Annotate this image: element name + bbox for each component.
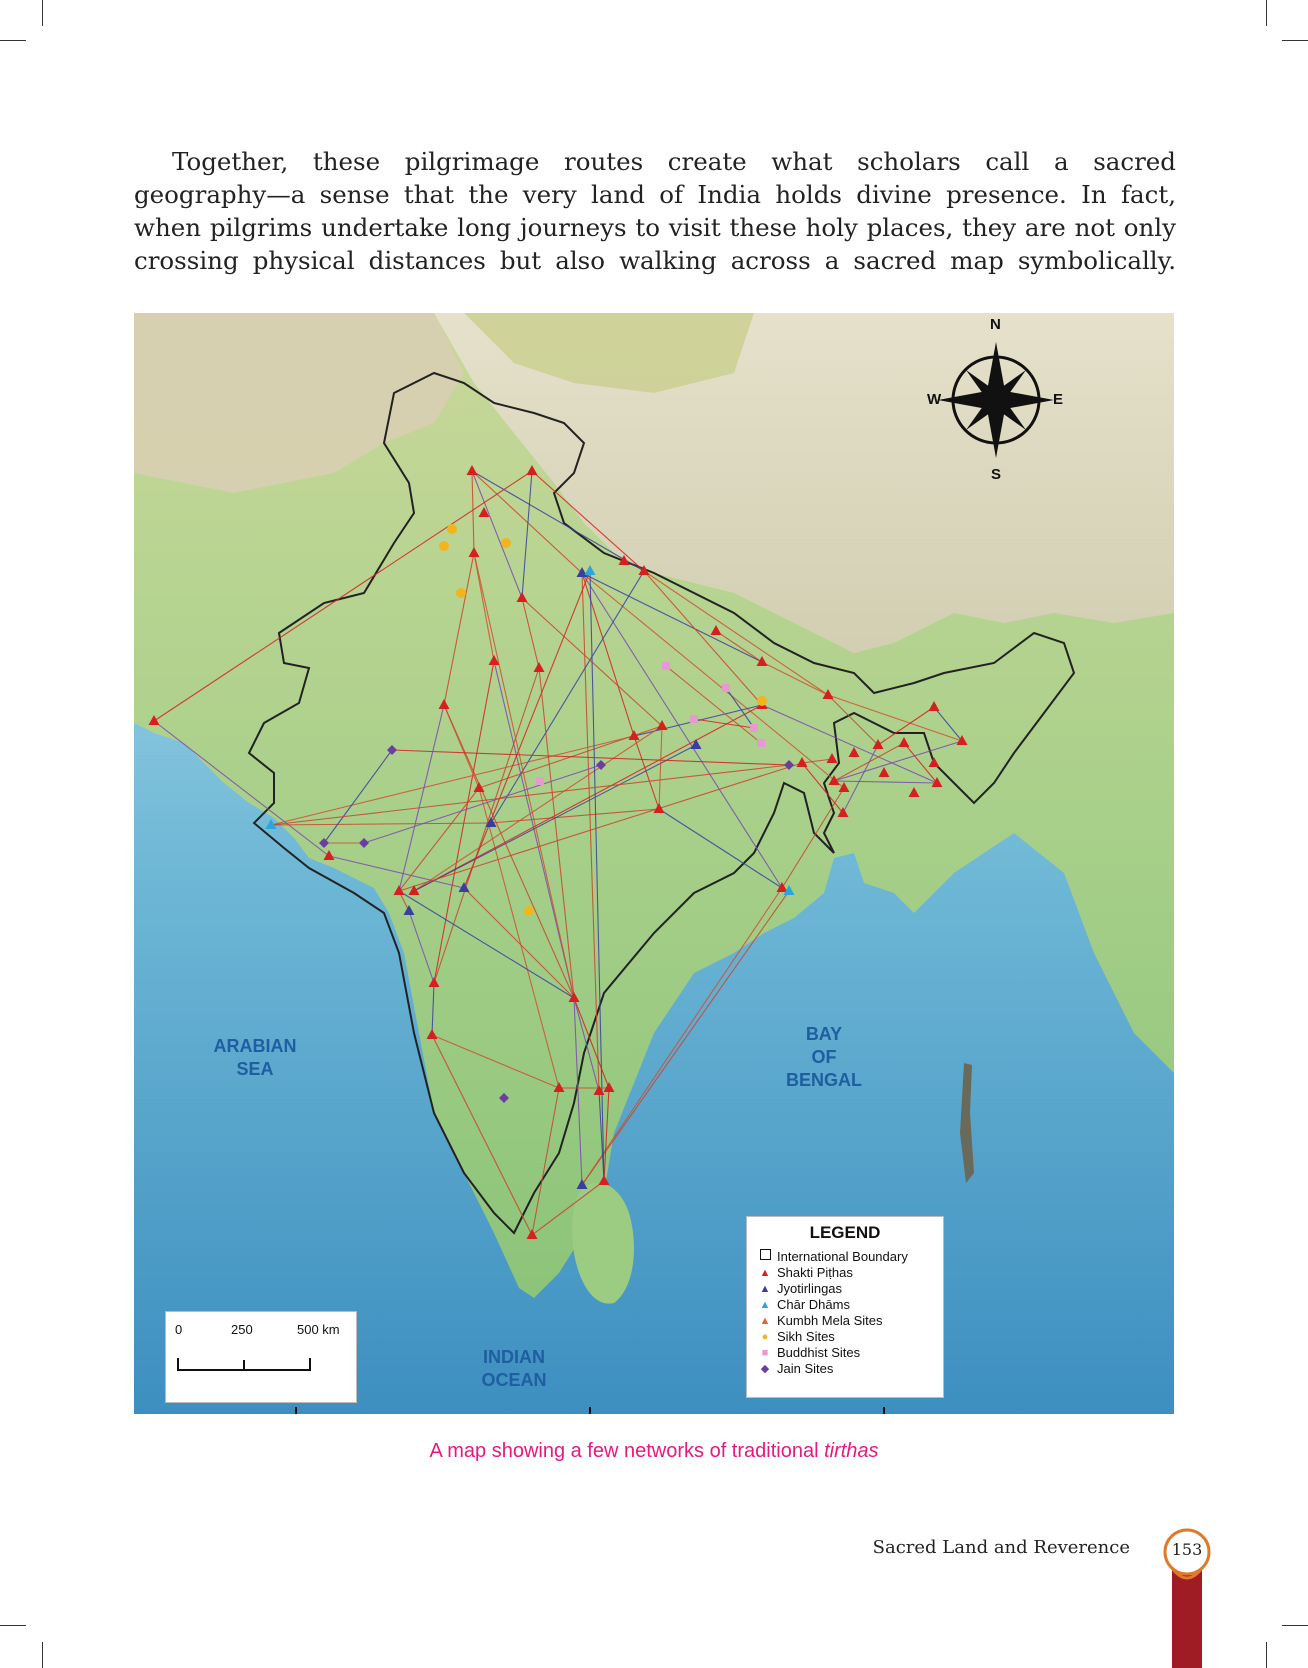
legend-item	[747, 1281, 943, 1297]
figure-caption	[0, 1440, 1308, 1463]
crop-mark	[1282, 1625, 1308, 1626]
buddhist-site-marker	[690, 715, 698, 723]
crop-mark	[0, 1625, 26, 1626]
legend-label: Jyotirlingas	[777, 1281, 843, 1296]
compass-west-label: W	[927, 391, 942, 408]
sea-label-line: BENGAL	[786, 1070, 862, 1090]
sikh-site-marker	[439, 541, 449, 551]
legend-label: International Boundary	[777, 1249, 908, 1264]
legend-title: LEGEND	[809, 1223, 881, 1242]
sikh-site-marker	[447, 524, 457, 534]
sea-label-line: SEA	[236, 1059, 274, 1079]
triangle-marker-icon: ▲	[759, 1315, 771, 1327]
crop-mark	[1282, 40, 1308, 41]
scale-bar	[165, 1311, 357, 1403]
crop-mark	[1266, 1642, 1267, 1668]
legend-label: Shakti Piṭhas	[777, 1265, 853, 1280]
crop-mark	[1266, 0, 1267, 26]
paragraph-line: Together, these pilgrimage routes create what scholars call a sacred	[172, 147, 1176, 176]
caption-italic: tirthas	[824, 1440, 879, 1462]
sikh-site-marker	[501, 538, 511, 548]
crop-mark	[0, 40, 26, 41]
diamond-marker-icon: ◆	[760, 1363, 770, 1375]
paragraph-line: crossing physical distances but also walking across a sacred map symbolically.	[134, 246, 1176, 275]
buddhist-site-marker	[662, 662, 670, 670]
bay-of-bengal-label	[774, 1023, 874, 1092]
sea-label-line: OCEAN	[481, 1370, 547, 1390]
sea-label-line: OF	[811, 1047, 837, 1067]
crop-mark	[42, 1642, 43, 1668]
square-marker-icon: ■	[761, 1347, 769, 1359]
scale-tick-250: 250	[231, 1322, 253, 1337]
legend-item	[747, 1249, 943, 1265]
circle-marker-icon: ●	[761, 1331, 769, 1343]
page-number: 153	[1171, 1540, 1203, 1559]
sea-label-line: BAY	[805, 1024, 843, 1044]
sikh-site-marker	[524, 906, 534, 916]
caption-text: A map showing a few networks of traditional	[429, 1440, 825, 1462]
scale-tick-500: 500 km	[297, 1322, 340, 1337]
paragraph-line: geography—a sense that the very land of India holds divine presence. In fact,	[134, 180, 1176, 209]
indian-ocean-label	[464, 1346, 564, 1392]
legend-item	[747, 1361, 943, 1377]
legend-item	[747, 1329, 943, 1345]
map-legend	[746, 1216, 944, 1398]
legend-label: Buddhist Sites	[777, 1345, 861, 1360]
body-paragraph	[134, 145, 1176, 277]
scale-bar-ruler	[166, 1312, 356, 1402]
sikh-site-marker	[757, 696, 767, 706]
arabian-sea-label	[200, 1035, 310, 1081]
triangle-marker-icon: ▲	[759, 1283, 771, 1295]
buddhist-site-marker	[757, 739, 765, 747]
legend-label: Sikh Sites	[777, 1329, 835, 1344]
paragraph-line: when pilgrims undertake long journeys to visit these holy places, they are not only	[134, 213, 1176, 242]
legend-label: Jain Sites	[777, 1361, 834, 1376]
sea-label-line: INDIAN	[483, 1347, 545, 1367]
tirthas-network-map	[134, 313, 1174, 1414]
crop-mark	[42, 0, 43, 26]
legend-item	[747, 1345, 943, 1361]
triangle-marker-icon: ▲	[759, 1267, 771, 1279]
buddhist-site-marker	[722, 684, 730, 692]
buddhist-site-marker	[750, 724, 758, 732]
legend-item	[747, 1313, 943, 1329]
boundary-icon	[757, 1249, 773, 1265]
compass-south-label: S	[991, 466, 1002, 483]
legend-item	[747, 1297, 943, 1313]
compass-north-label: N	[990, 316, 1001, 333]
sikh-site-marker	[456, 588, 466, 598]
triangle-marker-icon: ▲	[759, 1299, 771, 1311]
chapter-title: Sacred Land and Reverence	[872, 1537, 1130, 1558]
sea-label-line: ARABIAN	[213, 1036, 297, 1056]
legend-label: Kumbh Mela Sites	[777, 1313, 883, 1328]
legend-label: Chār Dhāms	[777, 1297, 850, 1312]
compass-east-label: E	[1053, 391, 1064, 408]
buddhist-site-marker	[536, 777, 544, 785]
legend-item	[747, 1265, 943, 1281]
scale-tick-0: 0	[175, 1322, 183, 1337]
